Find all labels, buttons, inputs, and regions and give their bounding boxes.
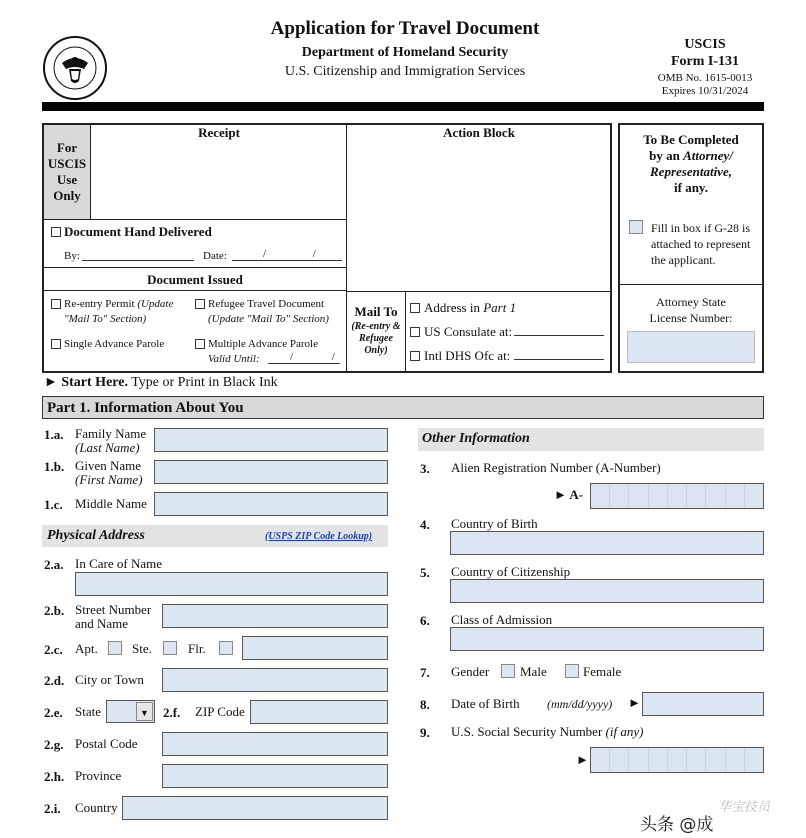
item-6-number: 6. [420, 613, 430, 628]
by-label: By: [64, 250, 80, 262]
refugee-note: (Update "Mail To" Section) [208, 313, 329, 325]
consulate-checkbox[interactable] [410, 327, 420, 337]
dob-format: (mm/dd/yyyy) [547, 697, 613, 711]
ssn-label: U.S. Social Security Number (if any) [451, 724, 644, 739]
dhs-ofc-checkbox[interactable] [410, 351, 420, 361]
multiple-parole-checkbox[interactable] [195, 339, 205, 349]
citizenship-field[interactable] [450, 579, 764, 603]
receipt-divider [346, 125, 347, 371]
zip-field[interactable] [250, 700, 388, 724]
admission-field[interactable] [450, 627, 764, 651]
state-license-field[interactable] [627, 331, 755, 363]
ssn-arrow: ► [576, 752, 589, 767]
chevron-down-icon: ▼ [140, 708, 149, 718]
valid-until-label: Valid Until: [208, 353, 260, 365]
postal-label: Postal Code [75, 736, 138, 751]
form-number: Form I-131 [670, 54, 740, 69]
agency-short: USCIS [684, 37, 726, 52]
birth-country-label: Country of Birth [451, 516, 538, 531]
by-line[interactable] [82, 260, 194, 261]
mail-to-label: Mail To [354, 304, 398, 319]
birth-country-field[interactable] [450, 531, 764, 555]
province-label: Province [75, 768, 122, 783]
apt-checkbox[interactable] [108, 641, 122, 655]
item-4-number: 4. [420, 517, 430, 532]
watermark-text: 头条 @成 [640, 815, 714, 835]
family-name-label: Family Name [75, 426, 147, 441]
a-number-prefix: ► A- [554, 487, 584, 502]
male-checkbox[interactable] [501, 664, 515, 678]
consulate-line[interactable] [514, 335, 604, 336]
item-2h-number: 2.h. [44, 769, 65, 784]
expiry-date: Expires 10/31/2024 [661, 85, 749, 97]
receipt-hrule [44, 219, 346, 220]
item-3-number: 3. [420, 461, 430, 476]
a-number-label: Alien Registration Number (A-Number) [451, 460, 661, 475]
country-field[interactable] [122, 796, 388, 820]
date-label: Date: [203, 250, 227, 262]
reentry-note: "Mail To" Section) [64, 313, 147, 325]
item-2g-number: 2.g. [44, 737, 64, 752]
care-of-field[interactable] [75, 572, 388, 596]
family-name-field[interactable] [154, 428, 388, 452]
part1-title: Part 1. Information About You [47, 400, 244, 416]
dhs-ofc-line[interactable] [514, 359, 604, 360]
city-label: City or Town [75, 672, 144, 687]
action-block-label: Action Block [443, 125, 515, 140]
hand-delivered-checkbox[interactable] [51, 227, 61, 237]
physical-address-title: Physical Address [47, 528, 145, 543]
refugee-label: Refugee Travel Document [208, 298, 325, 310]
middle-name-label: Middle Name [75, 496, 147, 511]
given-name-sub: (First Name) [75, 472, 143, 487]
reentry-checkbox[interactable] [51, 299, 61, 309]
dob-label: Date of Birth [451, 696, 520, 711]
city-field[interactable] [162, 668, 388, 692]
item-2e-number: 2.e. [44, 705, 63, 720]
multiple-parole-label: Multiple Advance Parole [208, 338, 318, 350]
care-of-label: In Care of Name [75, 556, 162, 571]
gender-label: Gender [451, 664, 490, 679]
admission-label: Class of Admission [451, 612, 553, 627]
item-2i-number: 2.i. [44, 801, 61, 816]
state-label: State [75, 704, 101, 719]
date-slashes: / / [263, 248, 338, 260]
male-label: Male [520, 664, 547, 679]
apt-label: Apt. [75, 641, 98, 656]
state-dropdown-button[interactable] [136, 702, 153, 721]
mail-to-rule [347, 291, 610, 292]
doc-issued-rule [44, 267, 346, 268]
dob-field[interactable] [642, 692, 764, 716]
single-parole-label: Single Advance Parole [64, 338, 165, 350]
female-label: Female [583, 664, 622, 679]
valid-until-slashes: / / [290, 351, 353, 363]
address-in-label: Address in Part 1 [424, 300, 517, 315]
form-title: Application for Travel Document [270, 18, 540, 39]
ssn-field[interactable] [590, 747, 764, 773]
given-name-label: Given Name [75, 458, 142, 473]
single-parole-checkbox[interactable] [51, 339, 61, 349]
address-in-checkbox[interactable] [410, 303, 420, 313]
state-license-label: Attorney State License Number: [649, 295, 733, 325]
item-2a-number: 2.a. [44, 557, 64, 572]
g28-label: Fill in box if G-28 is attached to represent the applicant. [651, 221, 751, 267]
ste-checkbox[interactable] [163, 641, 177, 655]
country-label: Country [75, 800, 118, 815]
flr-checkbox[interactable] [219, 641, 233, 655]
item-1a-number: 1.a. [44, 427, 64, 442]
hand-delivered-label: Document Hand Delivered [64, 224, 212, 239]
item-2c-number: 2.c. [44, 642, 63, 657]
refugee-checkbox[interactable] [195, 299, 205, 309]
apt-number-field[interactable] [242, 636, 388, 660]
receipt-label: Receipt [198, 125, 240, 140]
item-8-number: 8. [420, 697, 430, 712]
department-name: Department of Homeland Security [301, 45, 509, 60]
ste-label: Ste. [132, 641, 152, 656]
dhs-seal [42, 35, 108, 101]
street-field[interactable] [162, 604, 388, 628]
female-checkbox[interactable] [565, 664, 579, 678]
citizenship-label: Country of Citizenship [451, 564, 571, 579]
for-uscis-label: For USCIS Use Only [47, 140, 87, 203]
item-7-number: 7. [420, 665, 430, 680]
reentry-label: Re-entry Permit (Update [64, 298, 174, 310]
province-field[interactable] [162, 764, 388, 788]
middle-name-field[interactable] [154, 492, 388, 516]
street-label-2: and Name [75, 616, 129, 631]
item-1c-number: 1.c. [44, 497, 63, 512]
street-label: Street Number [75, 602, 152, 617]
doc-issued-label: Document Issued [147, 272, 243, 287]
attorney-title: To Be Completed by an Attorney/ Representative, if any. [643, 132, 739, 195]
item-5-number: 5. [420, 565, 430, 580]
watermark-logo: 华宝技员 [718, 800, 771, 815]
omb-number: OMB No. 1615-0013 [657, 72, 753, 84]
start-here: ► Start Here. Type or Print in Black Ink [44, 375, 278, 390]
doc-issued-rule2 [44, 290, 346, 291]
item-2f-number: 2.f. [163, 705, 181, 720]
usps-zip-link[interactable]: (USPS ZIP Code Lookup) [265, 531, 373, 542]
g28-checkbox[interactable] [629, 220, 643, 234]
attorney-rule [620, 284, 762, 285]
dob-arrow: ► [628, 695, 641, 710]
item-9-number: 9. [420, 725, 430, 740]
given-name-field[interactable] [154, 460, 388, 484]
consulate-label: US Consulate at: [424, 324, 513, 339]
postal-field[interactable] [162, 732, 388, 756]
item-2d-number: 2.d. [44, 673, 65, 688]
item-1b-number: 1.b. [44, 459, 65, 474]
other-info-title: Other Information [422, 431, 530, 446]
mail-to-divider [405, 291, 406, 371]
mail-to-note: (Re-entry & Refugee Only) [351, 321, 401, 356]
item-2b-number: 2.b. [44, 603, 65, 618]
family-name-sub: (Last Name) [75, 440, 140, 455]
flr-label: Flr. [188, 641, 206, 656]
a-number-field[interactable] [590, 483, 764, 509]
agency-name: U.S. Citizenship and Immigration Services [284, 64, 526, 79]
zip-label: ZIP Code [195, 704, 245, 719]
dhs-ofc-label: Intl DHS Ofc at: [424, 348, 511, 363]
header-rule [42, 102, 764, 111]
